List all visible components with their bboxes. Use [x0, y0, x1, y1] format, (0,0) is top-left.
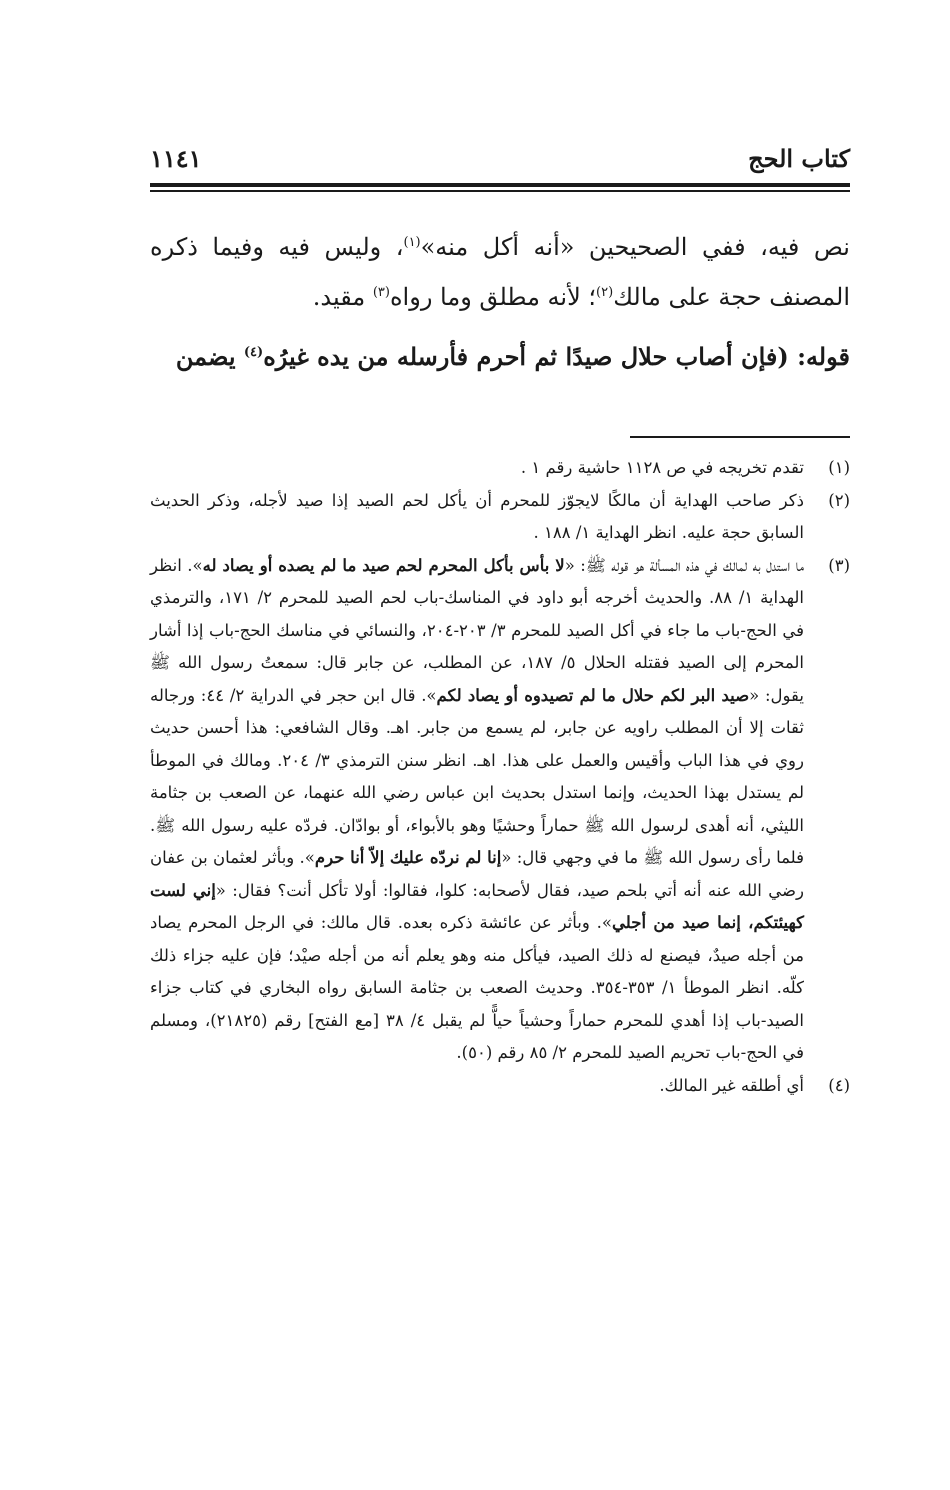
- hadith-quote: إنا لم نردّه عليك إلاّ أنا حرم: [314, 848, 502, 867]
- text-run: نص فيه، ففي الصحيحين «أنه أكل منه»: [420, 233, 850, 261]
- footnote-2: [150, 485, 850, 550]
- main-paragraph: [150, 222, 850, 322]
- footnote-text: [150, 550, 804, 1070]
- main-text: [150, 222, 850, 382]
- page-header: [150, 140, 850, 180]
- footnote-text: تقدم تخريجه في ص ١١٢٨ حاشية رقم ١ .: [520, 458, 804, 477]
- book-title: كتاب الحج: [748, 144, 850, 173]
- footnote-1: [150, 452, 850, 485]
- hadith-quote: صيد البر لكم حلال ما لم تصيدوه أو يصاد لكم: [436, 685, 750, 705]
- text-run: ». وبأثر عن عائشة ذكره بعده. قال مالك: في الرجل المحرم يصاد من أجله صيدٌ، فيصنع له ذلك الصيد، فيأكل منه وهو يعلم أنه من أجله صيْد؛ فإن عليه جزاء ذلك كلّه. انظر الموطأ ١/ ٣٥٣-٣٥٤. وحديث الصعب بن جثامة السابق رواه البخاري في كتاب جزاء الصيد-باب إذا أهدي للمحرم حماراً وحشياً حياًّ لم يقبل ٤/ ٣٨ [مع الفتح] رقم (٢١٨٢٥)، ومسلم في الحج-باب تحريم الصيد للمحرم ٢/ ٨٥ رقم (٥٠).: [150, 913, 804, 1062]
- text-run: مقيد.: [312, 283, 373, 311]
- text-run: ، وليس فيه وفيما ذكره المصنف حجة على مالك: [150, 233, 850, 311]
- footnote-number: (٢): [828, 490, 850, 510]
- header-rule-thick: [150, 183, 850, 187]
- text-run: ». قال ابن حجر في الدراية ٢/ ٤٤: ورجاله ثقات إلا أن المطلب راويه عن جابر، لم يسمع من جابر. اهـ. وقال الشافعي: هذا أحسن حديث روي في هذا الباب وأقيس والعمل على هذا. اهـ. انظر سنن الترمذي ٣/ ٢٠٤. ومالك في الموطأ لم يستدل بهذا الحديث، وإنما استدل بحديث ابن عباس رضي الله عنهما، عن الصعب بن جثامة الليثي، أنه أهدى لرسول الله ﷺ حماراً وحشيًا وهو بالأبواء، أو بوادّان. فردّه عليه رسول الله ﷺ. فلما رأى رسول الله ﷺ ما في وجهي قال: «: [150, 685, 804, 867]
- footnote-3: [150, 550, 850, 1070]
- text-run: ما استدل به لمالك في هذه المسألة هو قوله ﷺ: «: [564, 555, 805, 575]
- text-run: ». وبأثر لعثمان بن عفان رضي الله عنه أنه أتي بلحم صيد، فقال لأصحابه: كلوا، فقالوا: أولا تأكل أنت؟ فقال: «: [150, 848, 804, 900]
- footnote-ref[interactable]: (٣): [372, 285, 390, 300]
- header-rule-thin: [150, 190, 850, 192]
- footnote-text: أي أطلقه غير المالك.: [659, 1075, 804, 1095]
- text-run: ؛ لأنه مطلق وما رواه: [389, 283, 597, 311]
- footnote-4: [150, 1070, 850, 1103]
- commentary-quote: [150, 332, 850, 382]
- footnote-text: ذكر صاحب الهداية أن مالكًا لايجوّز للمحرم أن يأكل لحم الصيد إذا صيد لأجله، وذكر الحديث السابق حجة عليه. انظر الهداية ١/ ١٨٨ .: [150, 490, 804, 542]
- text-run: قوله: (فإن أصاب حلال صيدًا ثم أحرم فأرسله من يده غيرُه: [263, 342, 850, 371]
- footnote-ref[interactable]: (٢): [596, 285, 614, 300]
- footnote-number: (٣): [828, 555, 850, 575]
- text-run: ». انظر الهداية ١/ ٨٨. والحديث أخرجه أبو داود في المناسك-باب لحم الصيد للمحرم ٢/ ١٧١، والترمذي في الحج-باب ما جاء في أكل الصيد للمحرم ٣/ ٢٠٣-٢٠٤، والنسائي في مناسك الحج-باب إذا أشار المحرم إلى الصيد فقتله الحلال ٥/ ١٨٧، عن المطلب، عن جابر قال: سمعتُ رسول الله ﷺ يقول: «: [150, 555, 804, 705]
- footnote-number: (١): [828, 458, 850, 477]
- hadith-quote: إني لست كهيئتكم، إنما صيد من أجلي: [150, 880, 804, 932]
- footnote-number: (٤): [828, 1075, 850, 1095]
- footnote-separator: [630, 436, 850, 438]
- footnotes: [150, 452, 850, 1102]
- text-run: يضمن: [175, 342, 244, 371]
- footnote-ref[interactable]: (٤): [243, 345, 264, 360]
- hadith-quote: لا بأس بأكل المحرم لحم صيد ما لم يصده أو يصاد له: [202, 555, 565, 575]
- footnote-ref[interactable]: (١): [403, 235, 421, 250]
- page-number: ١١٤١: [150, 144, 202, 173]
